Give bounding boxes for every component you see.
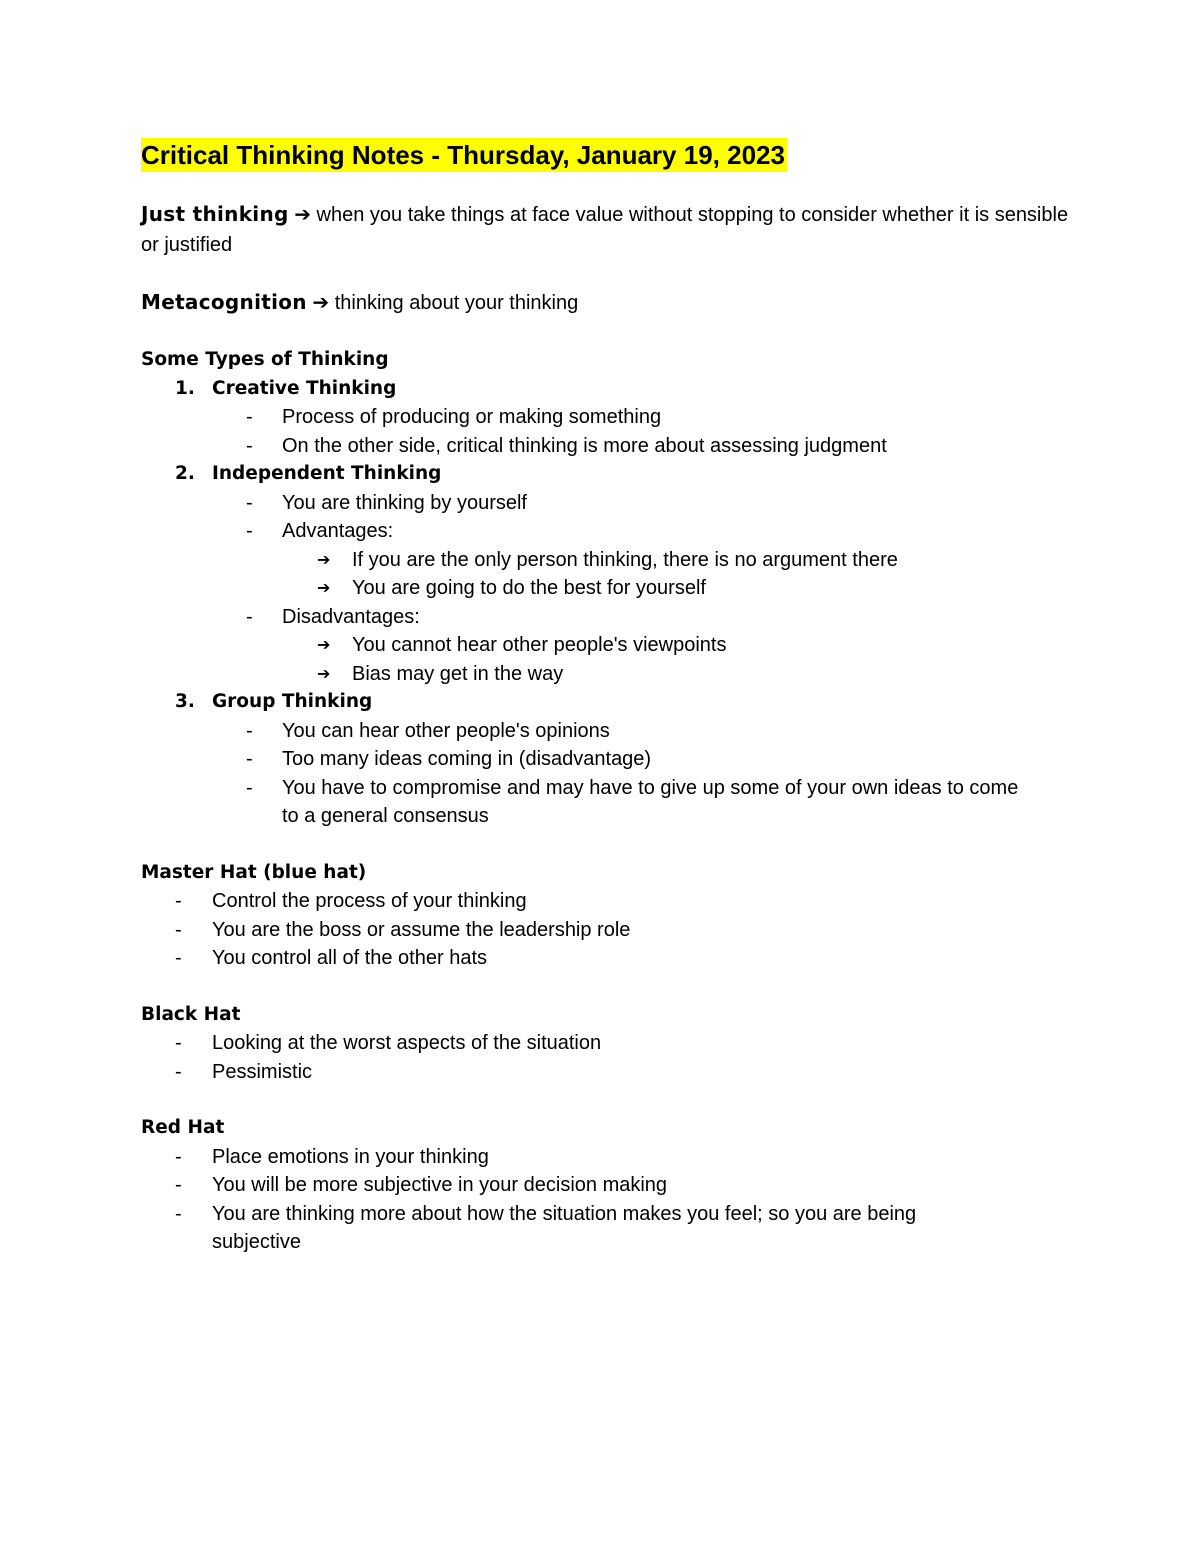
dash-bullet: -	[246, 776, 253, 799]
list-item-text: You have to compromise and may have to give up some of your own ideas to come to a general consensus	[282, 776, 1019, 827]
list-item	[141, 944, 1071, 973]
list-item	[141, 916, 1071, 945]
dash-bullet: -	[175, 918, 182, 941]
list-item-text: Place emotions in your thinking	[212, 1145, 489, 1168]
list-item	[141, 489, 1071, 518]
definition-term: Just thinking	[141, 202, 289, 226]
types-heading: Some Types of Thinking	[141, 349, 389, 370]
dash-bullet: -	[246, 748, 253, 770]
document-page	[141, 138, 1071, 1257]
list-item	[141, 403, 1071, 432]
list-item	[141, 774, 1022, 831]
dash-bullet: -	[246, 491, 253, 514]
definition-text: when you take things at face value without stopping to consider whether it is sensible or justified	[141, 204, 1069, 256]
numbered-item-label: Independent Thinking	[212, 463, 442, 484]
sub-list-item	[141, 660, 1071, 689]
list-item-text: Process of producing or making something	[282, 406, 662, 428]
dash-bullet: -	[175, 890, 182, 912]
sub-list-item-text: Bias may get in the way	[352, 662, 564, 685]
sub-list-item-text: You cannot hear other people's viewpoints	[352, 634, 727, 656]
definition-metacognition	[141, 287, 1071, 318]
numbered-item-creative	[141, 375, 1071, 404]
dash-bullet: -	[175, 1060, 182, 1083]
arrow-bullet-icon: ➔	[317, 578, 331, 597]
title-line	[141, 138, 1071, 172]
sub-list-item	[141, 631, 1071, 660]
dash-bullet: -	[175, 1174, 182, 1196]
list-item-text: Pessimistic	[212, 1060, 313, 1083]
list-item	[141, 1200, 982, 1257]
list-item	[141, 603, 1071, 632]
dash-bullet: -	[246, 520, 253, 542]
sub-list-item	[141, 574, 1071, 603]
dash-bullet: -	[175, 1202, 182, 1225]
list-item-text: You control all of the other hats	[212, 947, 487, 969]
list-item-text: Too many ideas coming in (disadvantage)	[282, 748, 652, 770]
list-item	[141, 717, 1071, 746]
list-item-text: Advantages:	[282, 520, 394, 542]
document-title: Critical Thinking Notes - Thursday, January 19, 2023	[141, 140, 785, 170]
numbered-item-label: Group Thinking	[212, 691, 373, 712]
definition-just-thinking	[141, 199, 1071, 260]
master-hat-heading: Master Hat (blue hat)	[141, 861, 367, 883]
dash-bullet: -	[175, 947, 182, 969]
dash-bullet: -	[246, 434, 253, 457]
arrow-bullet-icon: ➔	[317, 635, 331, 654]
sub-list-item-text: You are going to do the best for yourself	[352, 577, 706, 599]
list-item	[141, 1029, 1071, 1058]
arrow-icon: ➔	[312, 292, 330, 314]
dash-bullet: -	[246, 605, 253, 628]
black-hat-heading: Black Hat	[141, 1003, 241, 1025]
arrow-bullet-icon: ➔	[317, 663, 331, 683]
list-item-text: You can hear other people's opinions	[282, 719, 610, 742]
list-item	[141, 1171, 1071, 1200]
list-item-text: Disadvantages:	[282, 605, 420, 628]
dash-bullet: -	[246, 719, 253, 742]
numbered-item-group	[141, 688, 1071, 717]
list-number: 2.	[175, 463, 195, 484]
arrow-icon: ➔	[294, 204, 311, 226]
list-item	[141, 432, 1071, 461]
list-item	[141, 745, 1071, 774]
list-item-text: You are thinking by yourself	[282, 491, 527, 514]
definition-term: Metacognition	[141, 290, 307, 314]
list-item	[141, 887, 1071, 916]
list-item-text: On the other side, critical thinking is more about assessing judgment	[282, 434, 887, 457]
sub-list-item-text: If you are the only person thinking, there is no argument there	[352, 548, 898, 571]
dash-bullet: -	[175, 1032, 182, 1054]
list-number: 3.	[175, 691, 195, 712]
red-hat-heading: Red Hat	[141, 1117, 225, 1138]
numbered-item-label: Creative Thinking	[212, 377, 397, 399]
dash-bullet: -	[175, 1145, 182, 1168]
list-item	[141, 1143, 1071, 1172]
list-item-text: Looking at the worst aspects of the situation	[212, 1032, 602, 1054]
sub-list-item	[141, 546, 1071, 575]
list-item-text: You are the boss or assume the leadership role	[212, 918, 631, 941]
numbered-item-independent	[141, 460, 1071, 489]
list-item-text: Control the process of your thinking	[212, 890, 527, 912]
list-item-text: You will be more subjective in your decision making	[212, 1174, 668, 1196]
definition-text: thinking about your thinking	[334, 292, 579, 314]
list-number: 1.	[175, 377, 195, 399]
list-item	[141, 1058, 1071, 1087]
list-item	[141, 517, 1071, 546]
dash-bullet: -	[246, 406, 253, 428]
arrow-bullet-icon: ➔	[317, 549, 331, 569]
list-item-text: You are thinking more about how the situation makes you feel; so you are being subjective	[212, 1202, 917, 1253]
